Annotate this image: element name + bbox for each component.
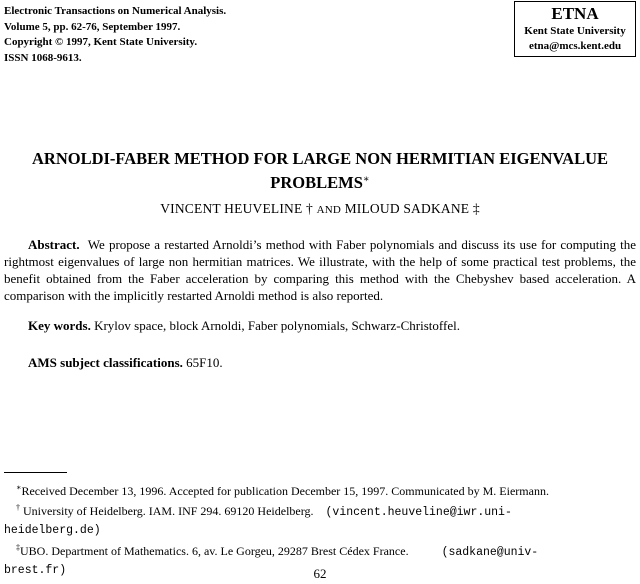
footnote-3-mark: ‡ — [16, 542, 20, 552]
footnote-3-email: (sadkane@univ- — [441, 545, 539, 559]
keywords-text: Krylov space, block Arnoldi, Faber polynomials, Schwarz-Christoffel. — [94, 318, 460, 333]
ams-classification — [4, 354, 636, 371]
author-2: MILOUD SADKANE — [344, 201, 470, 216]
footnote-1-mark: ∗ — [16, 483, 22, 492]
title-line-1: ARNOLDI-FABER METHOD FOR LARGE NON HERMITIAN EIGENVALUE — [31, 149, 609, 168]
abstract — [4, 236, 636, 304]
footnote-2-mark: † — [16, 502, 20, 512]
footnote-2-text: University of Heidelberg. IAM. INF 294. 69120 Heidelberg. — [23, 503, 314, 518]
footnote-3-text: UBO. Department of Mathematics. 6, av. Le Gorgeu, 29287 Brest Cédex France. — [20, 543, 409, 558]
footnote-rule — [4, 472, 67, 473]
copyright-line: Copyright © 1997, Kent State University. — [4, 36, 198, 48]
keywords — [4, 317, 636, 334]
journal-header — [4, 4, 226, 66]
footnote-1-text: Received December 13, 1996. Accepted for publication December 15, 1997. Communicated by M. Eiermann. — [21, 484, 549, 498]
author-1: VINCENT HEUVELINE — [160, 201, 303, 216]
footnote-2-email: (vincent.heuveline@iwr.uni- — [325, 505, 512, 519]
paper-title — [16, 148, 624, 193]
ams-text: 65F10. — [186, 355, 223, 370]
footnotes — [4, 480, 636, 580]
footnote-3 — [4, 540, 636, 562]
journal-name: Electronic Transactions on Numerical Analysis. — [4, 5, 227, 17]
abstract-text: We propose a restarted Arnoldi’s method with Faber polynomials and discuss its use for computing the rightmost eigenvalues of large non hermitian matrices. We illustrate, with the help of some practical test problems, the benefit obtained from the Faber acceleration by comparing this method with the Chebyshev based acceleration. A comparison with the implicitly restarted Arnoldi method is also reported. — [4, 237, 637, 303]
author-1-mark: † — [306, 201, 313, 216]
title-line-2: PROBLEMS — [270, 173, 363, 192]
author-and: AND — [316, 204, 341, 216]
author-2-mark: ‡ — [472, 201, 480, 216]
page-number: 62 — [313, 566, 327, 581]
footnote-2-email-cont: heidelberg.de) — [4, 524, 101, 537]
abstract-label: Abstract. — [28, 237, 80, 252]
etna-university: Kent State University — [524, 25, 626, 37]
ams-label: AMS subject classifications. — [28, 355, 183, 370]
footnote-3-email-cont: brest.fr) — [4, 564, 67, 577]
footnote-1 — [4, 480, 636, 500]
footnote-2 — [4, 500, 636, 522]
issn-line: ISSN 1068-9613. — [4, 51, 82, 64]
volume-info: Volume 5, pp. 62-76, September 1997. — [4, 20, 181, 33]
etna-title: ETNA — [551, 4, 599, 23]
etna-box — [514, 1, 636, 57]
authors — [16, 201, 624, 217]
keywords-label: Key words. — [28, 318, 91, 333]
title-footnote-mark: ∗ — [362, 174, 370, 185]
footnote-2-cont — [4, 521, 636, 540]
etna-email: etna@mcs.kent.edu — [528, 40, 622, 52]
